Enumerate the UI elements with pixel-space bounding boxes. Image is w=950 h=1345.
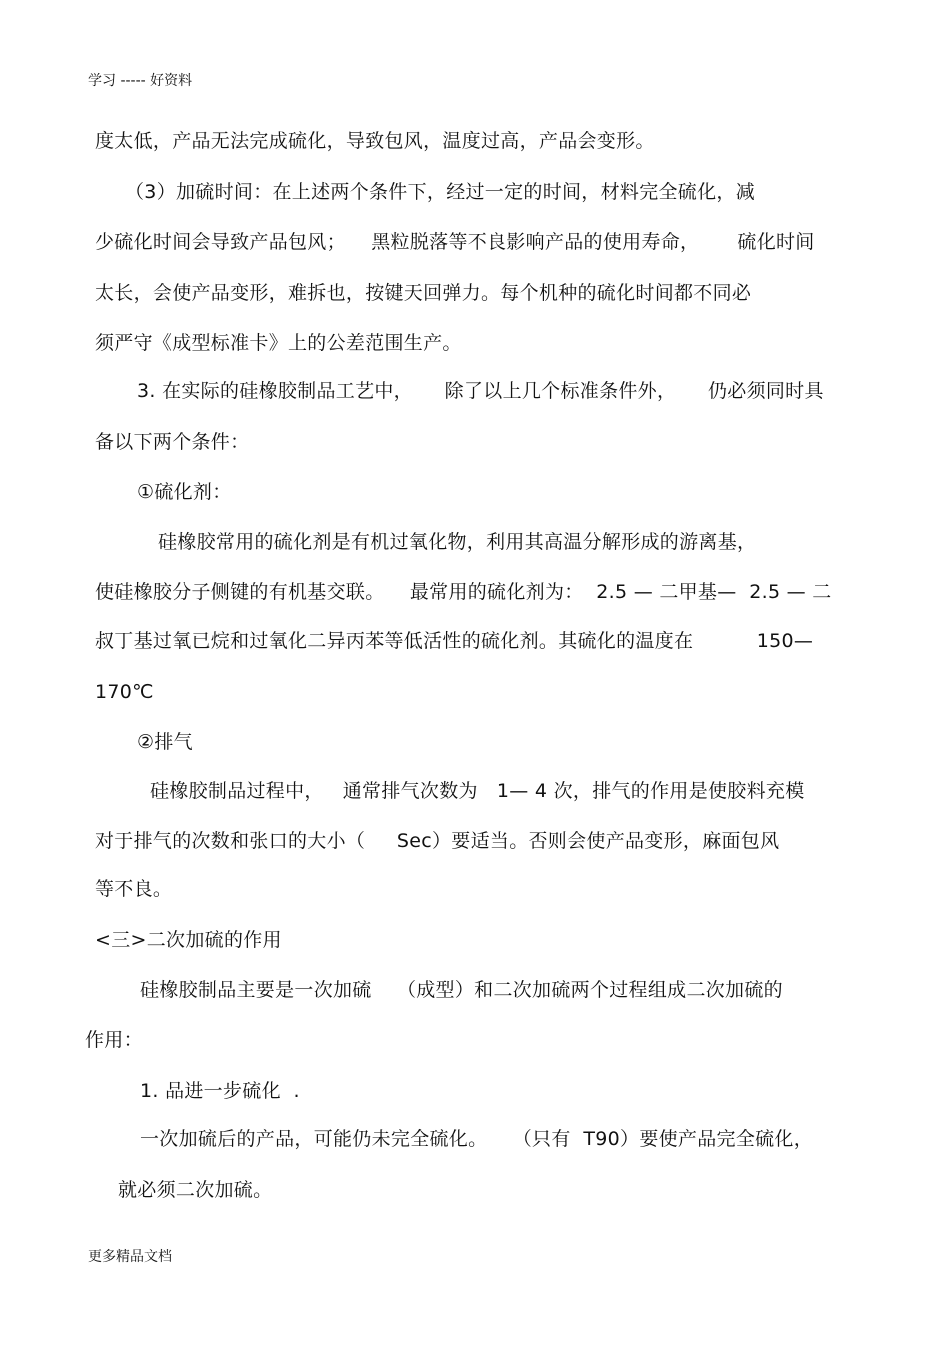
text-line-6: 3. 在实际的硅橡胶制品工艺中， 除了以上几个标准条件外， 仍必须同时具 [137,380,824,402]
text-line-3: 少硫化时间会导致产品包风； 黑粒脱落等不良影响产品的使用寿命， 硫化时间 [95,231,815,253]
section-heading-exhaust: ②排气 [137,731,193,753]
section-heading-curing-agent: ①硫化剂： [137,481,232,503]
text-line-7: 备以下两个条件： [95,431,250,453]
text-line-4: 太长，会使产品变形，难拆也，按键天回弹力。每个机种的硫化时间都不同必 [95,282,752,304]
text-line-22: 就必须二次加硫。 [118,1179,273,1201]
text-line-16: 等不良。 [95,878,173,900]
text-line-14: 硅橡胶制品过程中， 通常排气次数为 1— 4 次，排气的作用是使胶料充模 [150,780,805,802]
text-line-15: 对于排气的次数和张口的大小（ Sec）要适当。否则会使产品变形，麻面包风 [95,830,780,852]
text-line-12: 170℃ [95,681,154,703]
text-line-11: 叔丁基过氧已烷和过氧化二异丙苯等低活性的硫化剂。其硫化的温度在 150— [95,630,814,652]
page-header: 学习 ----- 好资料 [88,73,193,89]
text-line-2: （3）加硫时间：在上述两个条件下，经过一定的时间，材料完全硫化，减 [125,181,755,203]
text-line-5: 须严守《成型标准卡》上的公差范围生产。 [95,332,462,354]
text-line-18: 硅橡胶制品主要是一次加硫 （成型）和二次加硫两个过程组成二次加硫的 [140,979,783,1001]
text-line-19: 作用： [85,1029,143,1051]
section-heading-secondary-curing: <三>二次加硫的作用 [95,929,282,951]
text-line-10: 使硅橡胶分子侧键的有机基交联。 最常用的硫化剂为： 2.5 — 二甲基— 2.5 — 二 [95,581,832,603]
page-footer: 更多精品文档 [88,1249,172,1265]
text-line-1: 度太低，产品无法完成硫化，导致包风，温度过高，产品会变形。 [95,130,655,152]
text-line-9: 硅橡胶常用的硫化剂是有机过氧化物，利用其高温分解形成的游离基， [158,531,757,553]
text-line-21: 一次加硫后的产品，可能仍未完全硫化。 （只有 T90）要使产品完全硫化， [140,1128,814,1150]
text-line-20: 1. 品进一步硫化 . [140,1080,300,1102]
